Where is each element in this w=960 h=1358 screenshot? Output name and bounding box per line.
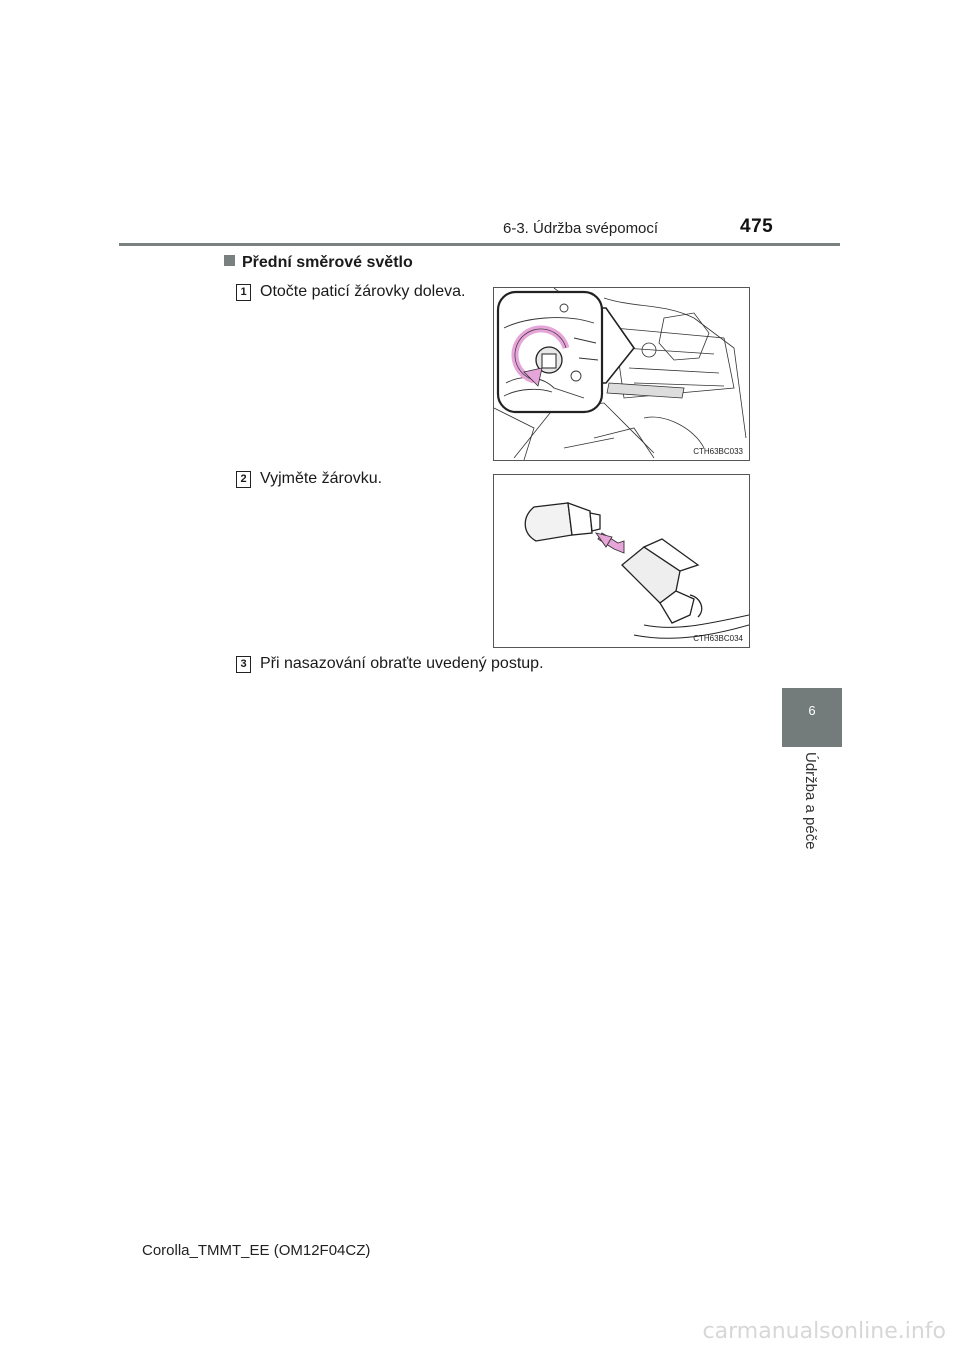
step-text: Při nasazování obraťte uvedený postup. (260, 655, 544, 672)
step-text: Vyjměte žárovku. (260, 470, 383, 487)
header-divider (119, 243, 840, 246)
step-number-badge: 1 (236, 284, 251, 301)
figure-code: CTH63BC033 (693, 447, 743, 456)
figure-remove-bulb (493, 474, 750, 648)
square-bullet-icon (224, 255, 235, 266)
chapter-title: Údržba a péče (802, 752, 819, 850)
section-heading-text: Přední směrové světlo (242, 254, 413, 271)
figure-code: CTH63BC034 (693, 634, 743, 643)
watermark: carmanualsonline.info (702, 1319, 946, 1344)
step-number-badge: 3 (236, 656, 251, 673)
header-section-title: 6-3. Údržba svépomocí (503, 220, 659, 237)
rotate-bulb-socket-illustration-icon (494, 288, 749, 460)
step-text: Otočte paticí žárovky doleva. (260, 283, 466, 300)
section-heading (224, 254, 413, 272)
figure-rotate-socket (493, 287, 750, 461)
chapter-label-container (782, 752, 842, 862)
chapter-number: 6 (808, 703, 816, 718)
page-number: 475 (740, 216, 774, 237)
remove-bulb-illustration-icon (494, 475, 749, 647)
footer-doc-id: Corolla_TMMT_EE (OM12F04CZ) (142, 1242, 371, 1259)
step-number-badge: 2 (236, 471, 251, 488)
